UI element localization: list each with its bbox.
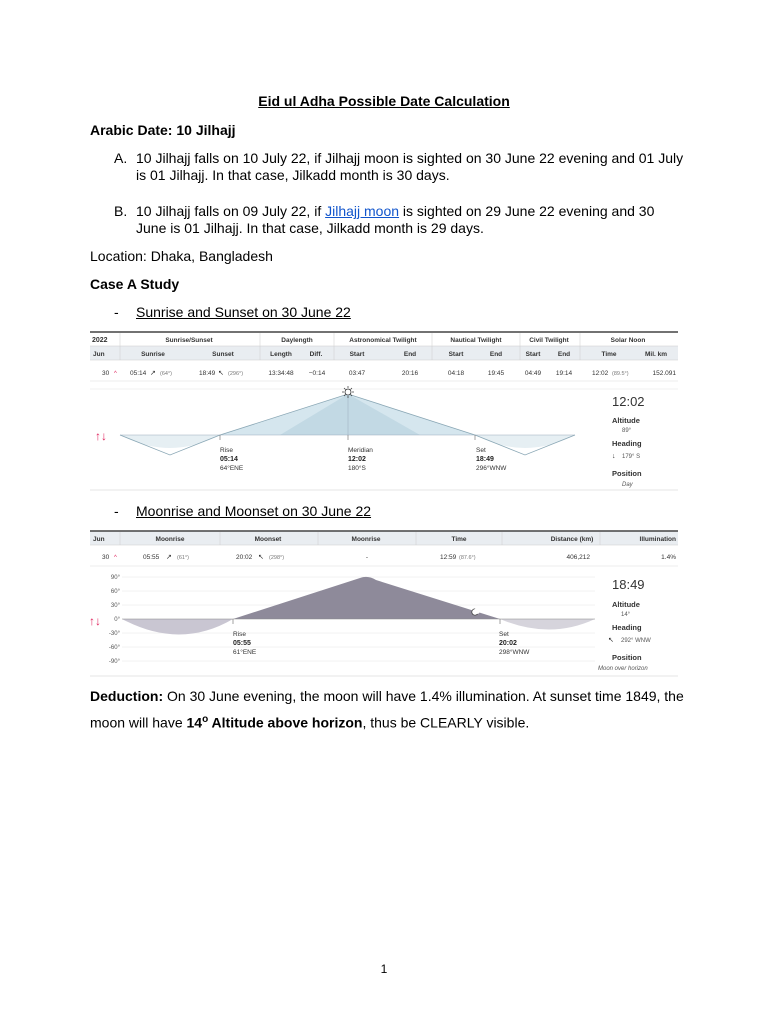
moon-h-moonset: Moonset xyxy=(254,536,282,543)
moon-h-moonrise: Moonrise xyxy=(155,536,185,543)
moon-h-moonrise2: Moonrise xyxy=(351,536,381,543)
sub-astro-start: Start xyxy=(349,351,365,358)
moon-rise-time: 05:55 xyxy=(233,640,251,647)
moon-heading: Moonrise and Moonset on 30 June 22 xyxy=(136,503,372,519)
sub-astro-end: End xyxy=(403,351,417,358)
moon-set-arrow-icon: ↖ xyxy=(258,554,264,561)
case-a-heading: Case A Study xyxy=(90,276,180,292)
deduction-altitude-text: Altitude above horizon xyxy=(208,714,363,731)
sub-civil-start: Start xyxy=(525,351,541,358)
moon-y-tick-m90: -90° xyxy=(108,659,120,665)
item-b-line1 xyxy=(136,203,654,220)
moon-row-day: 30 xyxy=(102,554,110,561)
sub-mil-km: Mil. km xyxy=(644,351,668,358)
moon-panel-altitude-value: 14° xyxy=(621,612,631,618)
sun-table-svg xyxy=(90,331,678,491)
sun-table-panel xyxy=(90,331,678,491)
sun-rise-label: Rise xyxy=(220,447,234,454)
sun-panel-position-value: Day xyxy=(622,482,633,488)
sun-panel-position-label: Position xyxy=(612,469,642,478)
list-marker-b: B. xyxy=(114,203,128,219)
moon-panel-position-label: Position xyxy=(612,653,642,662)
moon-rise-label: Rise xyxy=(233,631,247,638)
sun-row-civil-start: 04:49 xyxy=(524,370,542,377)
moon-row-time-alt: (87.6°) xyxy=(459,555,476,561)
row-marker-icon: ^ xyxy=(114,371,117,377)
sun-row-sunset-az: (296°) xyxy=(228,371,244,377)
moon-h-jun: Jun xyxy=(93,536,105,543)
sun-row-civil-end: 19:14 xyxy=(555,370,573,377)
group-daylength: Daylength xyxy=(281,337,313,344)
moon-y-tick-m30: -30° xyxy=(108,631,120,637)
moon-row-moonrise2: - xyxy=(365,554,369,561)
sub-jun: Jun xyxy=(93,351,105,358)
sub-noon-time: Time xyxy=(601,351,617,358)
moon-row-moonset-az: (298°) xyxy=(269,555,285,561)
moon-y-tick-60: 60° xyxy=(110,589,120,595)
sun-panel-time: 12:02 xyxy=(612,394,645,409)
deduction-text1: On 30 June evening, the moon will have 1.4% illumination. At sunset time 1849, the xyxy=(163,688,684,704)
sun-heading: Sunrise and Sunset on 30 June 22 xyxy=(136,304,351,320)
sun-row-naut-start: 04:18 xyxy=(447,370,465,377)
deduction-line2 xyxy=(90,711,529,732)
moon-y-tick-30: 30° xyxy=(110,603,120,609)
moon-rise-dir: 61°ENE xyxy=(233,649,257,656)
deduction-label: Deduction: xyxy=(90,688,164,704)
moon-set-dir: 298°WNW xyxy=(499,649,530,656)
item-b-line2: June is 01 Jilhajj. In that case, Jilkadd month is 29 days. xyxy=(136,220,484,236)
sun-meridian-dir: 180°S xyxy=(348,465,366,472)
moon-rise-arrow-icon: ↗ xyxy=(166,554,172,561)
group-astro-twilight: Astronomical Twilight xyxy=(349,337,417,344)
moon-above-horizon-area xyxy=(233,577,500,619)
moon-y-tick-90: 90° xyxy=(110,575,120,581)
deduction-pre: moon will have xyxy=(90,714,187,731)
sun-set-time: 18:49 xyxy=(476,456,494,463)
moon-row-moonset: 20:02 xyxy=(236,554,253,561)
moon-table-svg xyxy=(90,530,678,678)
up-down-arrows-icon: ↑↓ xyxy=(95,429,107,443)
moon-row-marker-icon: ^ xyxy=(114,555,117,561)
sun-row-length: 13:34:48 xyxy=(268,370,294,377)
sun-set-dir: 296°WNW xyxy=(476,465,507,472)
moon-below-horizon-right xyxy=(500,619,595,630)
sun-panel-heading-value: 179° S xyxy=(622,454,641,460)
moon-h-distance: Distance (km) xyxy=(550,536,594,543)
rise-arrow-icon: ↗ xyxy=(150,370,156,377)
item-b-pre: 10 Jilhajj falls on 09 July 22, if xyxy=(136,203,326,219)
moon-y-tick-m60: -60° xyxy=(108,645,120,651)
moon-row-illumination: 1.4% xyxy=(661,554,676,561)
sun-meridian-label: Meridian xyxy=(348,447,373,454)
item-a-line1: 10 Jilhajj falls on 10 July 22, if Jilhajj moon is sighted on 30 June 22 evening and 01 July xyxy=(136,150,684,166)
moon-panel-time: 18:49 xyxy=(612,577,645,592)
moon-h-illumination: Illumination xyxy=(639,536,676,543)
sun-panel-altitude-label: Altitude xyxy=(612,416,640,425)
sub-civil-end: End xyxy=(557,351,571,358)
sun-meridian-time: 12:02 xyxy=(348,456,366,463)
document-title: Eid ul Adha Possible Date Calculation xyxy=(258,93,510,109)
item-a-line2: is 01 Jilhajj. In that case, Jilkadd month is 30 days. xyxy=(136,167,450,183)
sun-row-sunrise: 05:14 xyxy=(130,370,147,377)
sun-row-day: 30 xyxy=(102,370,110,377)
deduction-line1 xyxy=(90,688,684,705)
sub-diff: Diff. xyxy=(309,351,323,358)
sun-rise-dir: 64°ENE xyxy=(220,465,244,472)
sub-sunrise: Sunrise xyxy=(141,351,165,358)
moon-row-distance: 406,212 xyxy=(566,554,590,561)
jilhajj-moon-link[interactable]: Jilhajj moon xyxy=(325,203,400,219)
sun-row-diff: −0:14 xyxy=(308,370,326,377)
sub-naut-end: End xyxy=(489,351,503,358)
set-arrow-icon: ↖ xyxy=(218,370,224,377)
heading-arrow-icon: ↓ xyxy=(612,453,616,460)
sun-row-mil-km: 152.091 xyxy=(652,370,676,377)
moon-panel-heading-label: Heading xyxy=(612,623,642,632)
sun-rise-time: 05:14 xyxy=(220,456,238,463)
moon-set-label: Set xyxy=(499,631,509,638)
moon-table-panel xyxy=(90,530,678,678)
sun-set-label: Set xyxy=(476,447,486,454)
moon-row-moonrise-az: (61°) xyxy=(177,555,189,561)
moon-set-time: 20:02 xyxy=(499,640,517,647)
group-sunrise-sunset: Sunrise/Sunset xyxy=(165,337,213,344)
moon-panel-altitude-label: Altitude xyxy=(612,600,640,609)
sun-panel-altitude-value: 89° xyxy=(622,428,632,434)
arabic-date-heading: Arabic Date: 10 Jilhajj xyxy=(90,122,236,138)
sun-row-noon-time: 12:02 xyxy=(592,370,609,377)
moon-h-time: Time xyxy=(451,536,467,543)
moon-below-horizon-left xyxy=(122,619,233,635)
group-nautical-twilight: Nautical Twilight xyxy=(450,337,502,344)
sun-row-sunrise-az: (64°) xyxy=(160,371,172,377)
group-solar-noon: Solar Noon xyxy=(610,337,646,344)
sun-row-astro-end: 20:16 xyxy=(401,370,419,377)
sub-sunset: Sunset xyxy=(212,351,234,358)
list-marker-a: A. xyxy=(114,150,128,166)
moon-panel-heading-value: 292° WNW xyxy=(621,638,651,644)
sun-panel-heading-label: Heading xyxy=(612,439,642,448)
location-text: Location: Dhaka, Bangladesh xyxy=(90,248,273,264)
degree-sign: o xyxy=(202,714,209,725)
item-b-post: is sighted on 29 June 22 evening and 30 xyxy=(399,203,655,219)
sun-row-sunset: 18:49 xyxy=(199,370,216,377)
sun-row-naut-end: 19:45 xyxy=(487,370,505,377)
moon-y-tick-0: 0° xyxy=(114,617,120,623)
deduction-post: , thus be CLEARLY visible. xyxy=(362,714,530,731)
group-civil-twilight: Civil Twilight xyxy=(529,337,569,344)
moon-row-time: 12:59 xyxy=(440,554,457,561)
sub-naut-start: Start xyxy=(448,351,464,358)
moon-panel-position-value: Moon over horizon xyxy=(598,666,648,672)
bullet-dash-2: - xyxy=(114,503,119,519)
sun-year: 2022 xyxy=(92,337,108,344)
sub-length: Length xyxy=(270,351,292,358)
deduction-altitude-num: 14 xyxy=(186,714,203,731)
page-number: 1 xyxy=(380,962,388,976)
moon-row-moonrise: 05:55 xyxy=(143,554,160,561)
moon-up-down-arrows-icon: ↑↓ xyxy=(90,614,101,628)
sun-row-noon-alt: (89.5°) xyxy=(612,371,629,377)
bullet-dash: - xyxy=(114,304,119,320)
sun-row-astro-start: 03:47 xyxy=(348,370,366,377)
moon-heading-arrow-icon: ↖ xyxy=(608,637,614,644)
